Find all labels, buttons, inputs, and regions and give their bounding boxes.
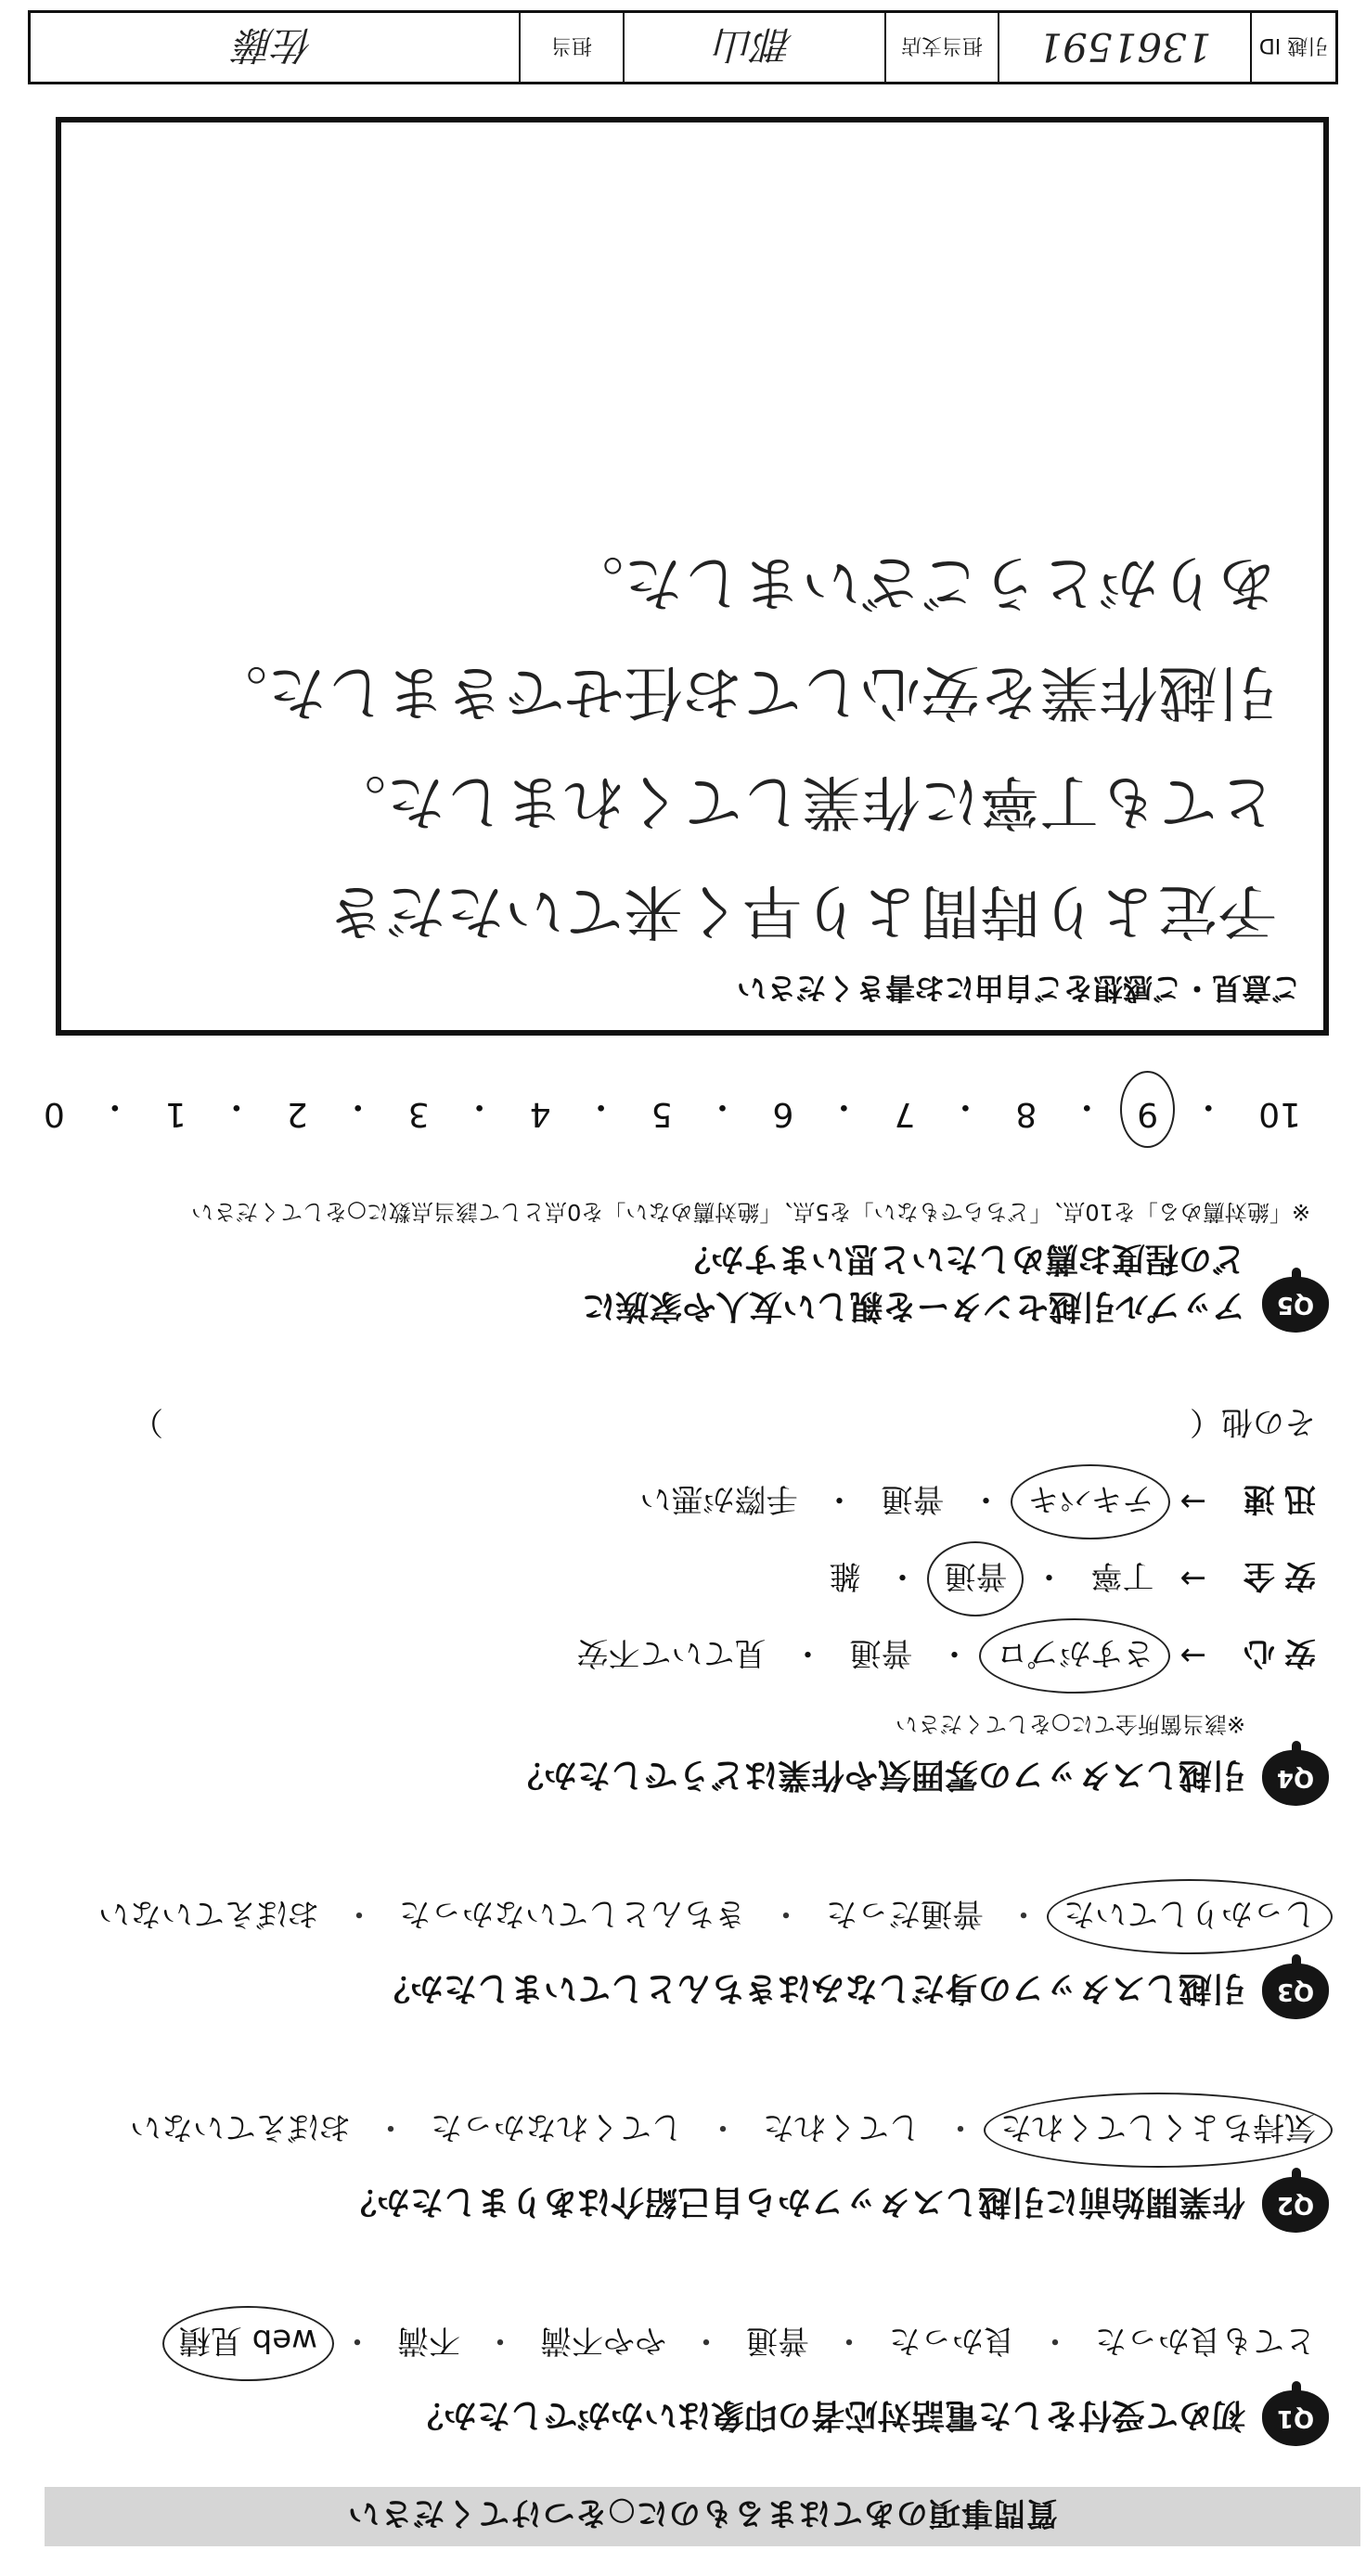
score-option[interactable]: 6 [772,1095,794,1133]
question-5 [30,1198,1329,1333]
signature: 佐藤 [236,22,315,68]
comments-handwriting [108,527,1277,965]
q4-badge: Q4 [1262,1750,1329,1806]
q1-option[interactable]: 普通 [746,2322,809,2359]
q4-option[interactable]: 雑 [829,1557,861,1594]
q3-badge: Q3 [1262,1964,1329,2019]
score-option[interactable]: 3 [407,1095,430,1133]
q4-note: ※該当箇所全てに○をしてください [895,1711,1245,1737]
instruction-text: 質問事項のあてはまるものに○をつけてください [347,2494,1058,2532]
q4-option[interactable]: 普通 [881,1480,945,1517]
q2-option[interactable]: おぼえていない [130,2108,351,2145]
arrow-icon: → [1179,1637,1206,1675]
question-3 [30,1894,1329,2019]
q5-text-line2: どの程度お薦めしたいと思いますか？ [677,1240,1245,1278]
score-option[interactable]: 1 [164,1095,187,1133]
q1-option[interactable]: やや不満 [540,2322,666,2359]
q1-option-selected[interactable]: web 見積 [179,2321,317,2366]
q1-option[interactable]: 良かった [889,2322,1015,2359]
handwriting-line: とても丁寧に作業してくれました。 [327,766,1277,835]
q3-option[interactable]: 普通だった [826,1895,984,1932]
q4-option[interactable]: 手際が悪い [639,1480,798,1517]
score-option[interactable]: 7 [894,1095,916,1133]
score-option[interactable]: 0 [43,1095,65,1133]
id-value: 1361591 [998,13,1250,82]
score-option[interactable]: 4 [529,1095,551,1133]
q2-option[interactable]: してくれた [763,2108,921,2145]
q5-score-scale: 10 ・ 9 ・ 8 ・ 7 ・ 6 ・ 5 ・ 4 ・ 3 ・ 2 ・ 1 ・ 0 [43,1088,1301,1133]
q3-option-selected[interactable]: しっかりしていた [1063,1894,1316,1939]
manager-label: 担当 [519,13,623,82]
q5-note: ※「絶対薦める」を10点、「どちらでもない」を5点、「絶対薦めない」を0点として該当点数に○をしてください [191,1199,1310,1225]
q2-options: 気持ちよくしてくれた ・ してくれた ・ してくれなかった ・ おぼえていない [30,2107,1329,2153]
q3-text: 引越しスタッフの身だしなみはきちんとしていましたか？ [376,1969,1245,2008]
q1-badge: Q1 [1262,2390,1329,2446]
question-4 [30,1402,1329,1806]
q4-text: 引越しスタッフの雰囲気や作業はどうでしたか？ [509,1756,1245,1795]
q4-row-label: 迅速 [1234,1480,1316,1517]
comments-heading: ご意見・ご感想をご自由にお書きください [736,971,1301,1006]
q4-other-close: ） [132,1403,163,1440]
handwriting-line: ありがとうございました。 [564,547,1277,616]
q4-option[interactable]: 見ていて不安 [576,1634,767,1671]
question-1 [30,2321,1329,2446]
q2-text: 作業開始前に引越しスタッフから自己紹介はありましたか？ [342,2183,1245,2222]
score-option-selected[interactable]: 9 [1137,1086,1158,1133]
comments-box[interactable] [56,117,1329,1036]
q4-option-selected[interactable]: さすがプロ [997,1633,1154,1679]
branch-label: 担当支店 [884,13,998,82]
q1-text: 初めて受付をした電話対応者の印象はいかがでしたか？ [409,2396,1245,2435]
score-option[interactable]: 8 [1015,1095,1037,1133]
q4-option[interactable]: 普通 [849,1634,913,1671]
instruction-band [45,2487,1360,2546]
arrow-icon: → [1179,1560,1206,1598]
q4-other-label: その他（ [1190,1403,1316,1440]
branch-value: 郡山 [623,13,884,82]
arrow-icon: → [1179,1483,1206,1521]
q4-option-selected[interactable]: 普通 [945,1556,1008,1602]
q4-row-anshin: 安心 → さすがプロ ・ 普通 ・ 見ていて不安 [30,1633,1329,1679]
q3-option[interactable]: おぼえていない [98,1895,319,1932]
q1-option[interactable]: とても良かった [1095,2322,1316,2359]
q3-options: しっかりしていた ・ 普通だった ・ きちんとしていなかった ・ おぼえていない [30,1894,1329,1939]
score-option[interactable]: 10 [1258,1095,1301,1133]
q4-other-row [30,1402,1329,1448]
handwriting-line: 予定より時間より早く来ていただき [327,876,1277,945]
score-option[interactable]: 2 [286,1095,308,1133]
q1-option[interactable]: 不満 [397,2322,460,2359]
admin-strip [28,10,1338,84]
q4-row-label: 安全 [1234,1557,1316,1594]
id-label: 引越 ID [1250,13,1335,82]
q4-row-label: 安心 [1234,1634,1316,1671]
q2-option-selected[interactable]: 気持ちよくしてくれた [1000,2107,1316,2153]
q3-option[interactable]: きちんとしていなかった [399,1895,746,1932]
q5-text-line1: アップル引越センターを親しい友人や家族に [582,1287,1245,1325]
handwriting-line: 引越作業を安心してお任せできました。 [208,657,1277,726]
q4-option-selected[interactable]: テキパキ [1028,1479,1154,1525]
q1-options: とても良かった ・ 良かった ・ 普通 ・ やや不満 ・ 不満 ・ web 見積 [30,2321,1329,2366]
question-2 [30,2107,1329,2233]
q2-badge: Q2 [1262,2177,1329,2233]
score-option[interactable]: 5 [651,1095,673,1133]
q5-badge: Q5 [1262,1277,1329,1333]
q2-option[interactable]: してくれなかった [431,2108,683,2145]
q4-option[interactable]: 丁寧 [1090,1557,1154,1594]
q4-row-anzen: 安全 → 丁寧 ・ 普通 ・ 雑 [30,1556,1329,1602]
q4-row-jinsoku: 迅速 → テキパキ ・ 普通 ・ 手際が悪い [30,1479,1329,1525]
